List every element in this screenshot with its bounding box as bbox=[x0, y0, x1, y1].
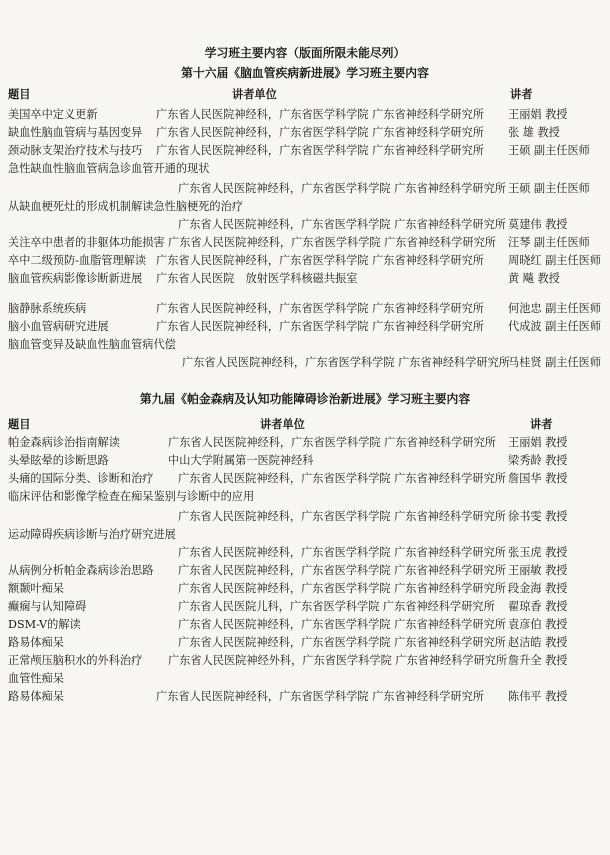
row-unit: 中山大学附属第一医院神经科 bbox=[168, 454, 314, 467]
row-unit: 广东省人民医院神经科，广东省医学科学院 广东省神经科学研究所 bbox=[182, 356, 510, 369]
row-unit: 广东省人民医院神经科，广东省医学科学院 广东省神经科学研究所 bbox=[178, 618, 506, 631]
row-topic: 美国卒中定义更新 bbox=[8, 108, 98, 121]
row-speaker: 王丽敏 教授 bbox=[508, 564, 568, 577]
row-speaker: 袁彦伯 教授 bbox=[508, 618, 568, 631]
row-topic: 帕金森病诊治指南解读 bbox=[8, 436, 120, 449]
table-row bbox=[0, 508, 610, 524]
table-row bbox=[0, 562, 610, 578]
row-unit: 广东省人民医院 放射医学科核磁共振室 bbox=[156, 272, 358, 285]
section-title: 第九届《帕金森病及认知功能障碍诊治新进展》学习班主要内容 bbox=[139, 392, 471, 406]
row-speaker: 周晓红 副主任医师 bbox=[508, 254, 602, 267]
row-speaker: 詹国华 教授 bbox=[508, 472, 568, 485]
table-row bbox=[0, 318, 610, 334]
row-topic: DSM-V的解读 bbox=[8, 618, 81, 631]
table-row bbox=[0, 470, 610, 486]
row-topic: 头晕眩晕的诊断思路 bbox=[8, 454, 109, 467]
row-topic: 急性缺血性脑血管病急诊血管开通的现状 bbox=[8, 162, 210, 175]
row-speaker: 翟琼香 教授 bbox=[508, 600, 568, 613]
row-unit: 广东省人民医院神经科，广东省医学科学院 广东省神经科学研究所 bbox=[156, 320, 484, 333]
row-topic: 脑静脉系统疾病 bbox=[8, 302, 87, 315]
row-topic: 颈动脉支架治疗技术与技巧 bbox=[8, 144, 143, 157]
row-speaker: 代成波 副主任医师 bbox=[508, 320, 602, 333]
table-row bbox=[0, 234, 610, 250]
table-row bbox=[0, 106, 610, 122]
table-row bbox=[0, 198, 610, 214]
row-unit: 广东省人民医院神经科，广东省医学科学院 广东省神经科学研究所 bbox=[156, 690, 484, 703]
row-topic: 脑小血管病研究进展 bbox=[8, 320, 109, 333]
row-unit: 广东省人民医院神经科，广东省医学科学院 广东省神经科学研究所 bbox=[168, 236, 496, 249]
page-title: 学习班主要内容（版面所限未能尽列） bbox=[204, 46, 406, 60]
row-unit: 广东省人民医院神经科，广东省医学科学院 广东省神经科学研究所 bbox=[156, 302, 484, 315]
table-row bbox=[0, 634, 610, 650]
row-speaker: 徐书雯 教授 bbox=[508, 510, 568, 523]
header-speaker: 讲者 bbox=[530, 417, 553, 431]
table-row bbox=[0, 652, 610, 668]
row-topic: 正常颅压脑积水的外科治疗 bbox=[8, 654, 143, 667]
header-unit: 讲者单位 bbox=[232, 87, 277, 101]
row-unit: 广东省人民医院神经科，广东省医学科学院 广东省神经科学研究所 bbox=[156, 126, 484, 139]
row-unit: 广东省人民医院神经科，广东省医学科学院 广东省神经科学研究所 bbox=[156, 108, 484, 121]
row-topic: 运动障碍疾病诊断与治疗研究进展 bbox=[8, 528, 176, 541]
table-row bbox=[0, 142, 610, 158]
table-row bbox=[0, 670, 610, 686]
row-speaker: 王硕 副主任医师 bbox=[508, 182, 590, 195]
table-row bbox=[0, 216, 610, 232]
header-speaker: 讲者 bbox=[510, 87, 533, 101]
row-speaker: 梁秀龄 教授 bbox=[508, 454, 568, 467]
row-speaker: 汪琴 副主任医师 bbox=[508, 236, 590, 249]
row-topic: 血管性痴呆 bbox=[8, 672, 64, 685]
table-row bbox=[0, 434, 610, 450]
header-topic: 题目 bbox=[8, 417, 31, 431]
row-topic: 缺血性脑血管病与基因变异 bbox=[8, 126, 143, 139]
table-row bbox=[0, 580, 610, 596]
row-unit: 广东省人民医院神经科，广东省医学科学院 广东省神经科学研究所 bbox=[178, 510, 506, 523]
row-unit: 广东省人民医院神经科，广东省医学科学院 广东省神经科学研究所 bbox=[168, 436, 496, 449]
table-row bbox=[0, 180, 610, 196]
row-topic: 头痛的国际分类、诊断和治疗 bbox=[8, 472, 154, 485]
row-unit: 广东省人民医院神经科，广东省医学科学院 广东省神经科学研究所 bbox=[178, 564, 506, 577]
row-speaker: 赵洁皓 教授 bbox=[508, 636, 568, 649]
table-row bbox=[0, 252, 610, 268]
row-unit: 广东省人民医院神经科，广东省医学科学院 广东省神经科学研究所 bbox=[178, 472, 506, 485]
row-unit: 广东省人民医院神经科，广东省医学科学院 广东省神经科学研究所 bbox=[178, 218, 506, 231]
table-header bbox=[0, 86, 610, 102]
row-unit: 广东省人民医院儿科，广东省医学科学院 广东省神经科学研究所 bbox=[178, 600, 495, 613]
row-topic: 临床评估和影像学检查在痴呆鉴别与诊断中的应用 bbox=[8, 490, 255, 503]
table-row bbox=[0, 544, 610, 560]
table-row bbox=[0, 616, 610, 632]
row-topic: 从病例分析帕金森病诊治思路 bbox=[8, 564, 154, 577]
header-topic: 题目 bbox=[8, 87, 31, 101]
row-unit: 广东省人民医院神经外科，广东省医学科学院 广东省神经科学研究所 bbox=[168, 654, 508, 667]
row-speaker: 王丽娟 教授 bbox=[508, 108, 568, 121]
row-topic: 卒中二级预防-血脂管理解读 bbox=[8, 254, 147, 267]
row-speaker: 王丽娟 教授 bbox=[508, 436, 568, 449]
row-speaker: 张玉虎 教授 bbox=[508, 546, 568, 559]
table-row bbox=[0, 598, 610, 614]
table-row bbox=[0, 336, 610, 352]
row-unit: 广东省人民医院神经科，广东省医学科学院 广东省神经科学研究所 bbox=[178, 182, 506, 195]
row-speaker: 何池忠 副主任医师 bbox=[508, 302, 602, 315]
table-row bbox=[0, 452, 610, 468]
row-topic: 脑血管变异及缺血性脑血管病代偿 bbox=[8, 338, 176, 351]
table-row bbox=[0, 354, 610, 370]
row-unit: 广东省人民医院神经科，广东省医学科学院 广东省神经科学研究所 bbox=[156, 254, 484, 267]
row-topic: 路易体痴呆 bbox=[8, 690, 64, 703]
section-title: 第十六届《脑血管疾病新进展》学习班主要内容 bbox=[181, 66, 429, 80]
row-speaker: 马桂贤 副主任医师 bbox=[508, 356, 602, 369]
row-unit: 广东省人民医院神经科，广东省医学科学院 广东省神经科学研究所 bbox=[178, 636, 506, 649]
row-speaker: 张 雄 教授 bbox=[508, 126, 560, 139]
row-unit: 广东省人民医院神经科，广东省医学科学院 广东省神经科学研究所 bbox=[156, 144, 484, 157]
row-speaker: 段金海 教授 bbox=[508, 582, 568, 595]
table-row bbox=[0, 160, 610, 176]
table-row bbox=[0, 300, 610, 316]
table-header bbox=[0, 416, 610, 432]
row-speaker: 陈伟平 教授 bbox=[508, 690, 568, 703]
row-topic: 从缺血梗死灶的形成机制解读急性脑梗死的治疗 bbox=[8, 200, 243, 213]
row-topic: 额颞叶痴呆 bbox=[8, 582, 64, 595]
table-row bbox=[0, 526, 610, 542]
row-speaker: 詹升全 教授 bbox=[508, 654, 568, 667]
row-topic: 关注卒中患者的非躯体功能损害 bbox=[8, 236, 165, 249]
row-topic: 脑血管疾病影像诊断新进展 bbox=[8, 272, 143, 285]
row-topic: 癫痫与认知障碍 bbox=[8, 600, 87, 613]
header-unit: 讲者单位 bbox=[260, 417, 305, 431]
row-speaker: 黄 飚 教授 bbox=[508, 272, 560, 285]
row-speaker: 莫建伟 教授 bbox=[508, 218, 568, 231]
row-unit: 广东省人民医院神经科，广东省医学科学院 广东省神经科学研究所 bbox=[178, 546, 506, 559]
table-row bbox=[0, 688, 610, 704]
table-row bbox=[0, 488, 610, 504]
row-unit: 广东省人民医院神经科，广东省医学科学院 广东省神经科学研究所 bbox=[178, 582, 506, 595]
table-row bbox=[0, 270, 610, 286]
row-speaker: 王硕 副主任医师 bbox=[508, 144, 590, 157]
table-row bbox=[0, 124, 610, 140]
row-topic: 路易体痴呆 bbox=[8, 636, 64, 649]
